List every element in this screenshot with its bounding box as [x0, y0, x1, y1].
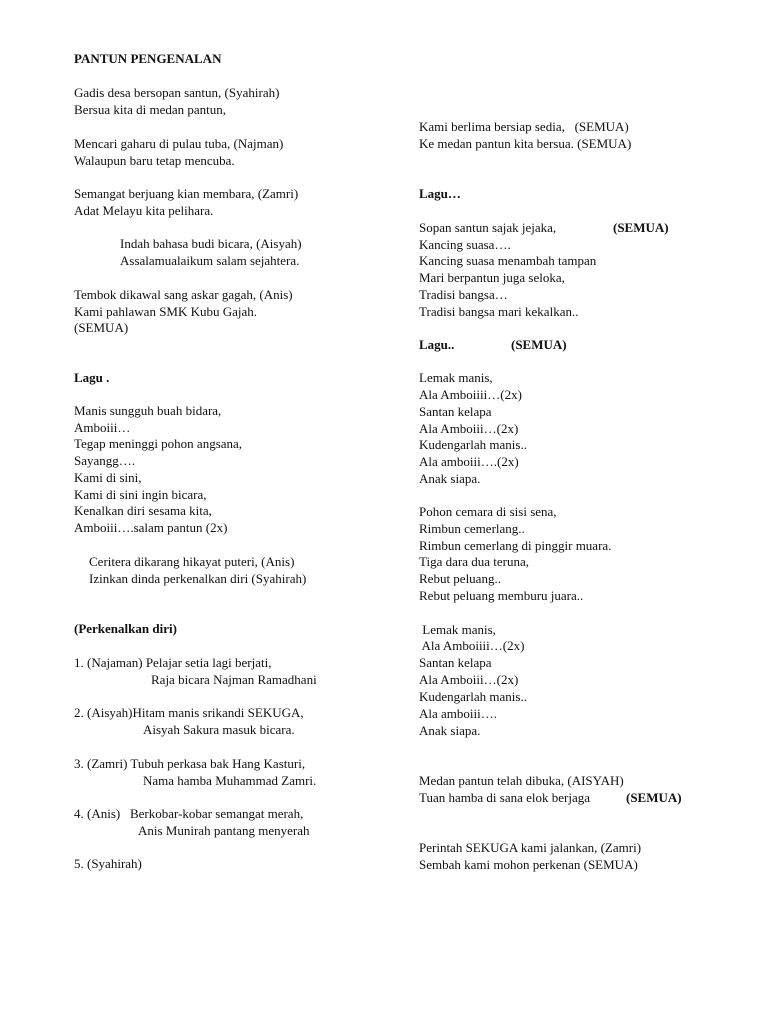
left-line	[74, 186, 298, 203]
line-text: Rimbun cemerlang di pinggir muara.	[419, 538, 612, 553]
line-text: Lemak manis,	[419, 622, 496, 637]
line-text: Ala Amboiiii…(2x)	[419, 638, 525, 653]
line-text: Ala amboiii….(2x)	[419, 454, 519, 469]
right-line	[419, 237, 511, 254]
right-line	[419, 186, 461, 203]
right-line	[419, 723, 480, 740]
line-text: Bersua kita di medan pantun,	[74, 102, 226, 117]
left-line	[74, 370, 109, 387]
line-text: Rimbun cemerlang..	[419, 521, 525, 536]
line-text: Rebut peluang memburu juara..	[419, 588, 584, 603]
line-text: Kami pahlawan SMK Kubu Gajah.	[74, 304, 258, 319]
left-line	[74, 153, 235, 170]
line-text: Tuan hamba di sana elok berjaga	[419, 790, 594, 805]
right-line	[419, 857, 638, 874]
line-text: Amboiii…	[74, 420, 131, 435]
left-line	[74, 705, 304, 722]
left-line	[74, 470, 142, 487]
right-line	[419, 504, 557, 521]
right-line	[419, 136, 631, 153]
line-text: Santan kelapa	[419, 655, 492, 670]
line-text: 1. (Najaman) Pelajar setia lagi berjati,	[74, 655, 272, 670]
right-line	[419, 521, 525, 538]
line-text: Kami di sini,	[74, 470, 142, 485]
line-text: Tembok dikawal sang askar gagah, (Anis)	[74, 287, 293, 302]
left-line	[74, 436, 242, 453]
left-line	[74, 621, 177, 638]
left-line	[74, 304, 257, 321]
right-line	[419, 270, 565, 287]
line-text: Izinkan dinda perkenalkan diri (Syahirah)	[89, 571, 307, 586]
right-line	[419, 790, 682, 807]
line-text: Kenalkan diri sesama kita,	[74, 503, 212, 518]
right-line	[419, 672, 518, 689]
right-line	[419, 706, 497, 723]
left-line	[74, 51, 221, 68]
left-line	[74, 856, 142, 873]
line-text: Kancing suasa….	[419, 237, 511, 252]
line-text: Rebut peluang..	[419, 571, 501, 586]
line-text: (Perkenalkan diri)	[74, 621, 177, 636]
right-line	[419, 304, 578, 321]
line-text: Anak siapa.	[419, 723, 481, 738]
right-line	[419, 437, 527, 454]
left-line	[89, 571, 306, 588]
line-text: Ala Amboiii…(2x)	[419, 672, 519, 687]
right-line	[419, 554, 529, 571]
left-line	[74, 520, 227, 537]
line-text: Tradisi bangsa mari kekalkan..	[419, 304, 579, 319]
left-line	[74, 136, 283, 153]
right-line	[419, 404, 492, 421]
left-line	[74, 806, 303, 823]
line-text: Indah bahasa budi bicara, (Aisyah)	[120, 236, 302, 251]
left-line	[74, 85, 279, 102]
line-text: Aisyah Sakura masuk bicara.	[143, 722, 295, 737]
right-line	[419, 387, 522, 404]
right-line	[419, 588, 583, 605]
right-line	[419, 638, 524, 655]
line-text: Sopan santun sajak jejaka,	[419, 220, 557, 235]
line-text: Gadis desa bersopan santun, (Syahirah)	[74, 85, 280, 100]
line-text: Ke medan pantun kita bersua. (SEMUA)	[419, 136, 632, 151]
left-line	[143, 773, 316, 790]
line-text: Pohon cemara di sisi sena,	[419, 504, 557, 519]
right-line	[419, 287, 508, 304]
line-text: Manis sungguh buah bidara,	[74, 403, 222, 418]
left-line	[74, 487, 207, 504]
line-text: Kudengarlah manis..	[419, 437, 527, 452]
line-text: Ala amboiii….	[419, 706, 497, 721]
line-text: Kami berlima bersiap sedia, (SEMUA)	[419, 119, 629, 134]
line-text: Ala Amboiii…(2x)	[419, 421, 519, 436]
left-line	[74, 403, 221, 420]
right-line	[419, 253, 596, 270]
left-line	[74, 655, 271, 672]
line-text: Sayangg….	[74, 453, 136, 468]
left-line	[74, 102, 226, 119]
line-text: Anis Munirah pantang menyerah	[138, 823, 310, 838]
right-line	[419, 454, 519, 471]
line-text: Mencari gaharu di pulau tuba, (Najman)	[74, 136, 284, 151]
line-text: Tegap meninggi pohon angsana,	[74, 436, 243, 451]
left-line	[120, 236, 302, 253]
line-text: Tradisi bangsa…	[419, 287, 508, 302]
line-text: Amboiii….salam pantun (2x)	[74, 520, 228, 535]
line-text: 2. (Aisyah)Hitam manis srikandi SEKUGA,	[74, 705, 304, 720]
line-text: Medan pantun telah dibuka, (AISYAH)	[419, 773, 624, 788]
left-line	[138, 823, 309, 840]
line-text: Perintah SEKUGA kami jalankan, (Zamri)	[419, 840, 642, 855]
line-text: Lagu…	[419, 186, 461, 201]
line-text: Adat Melayu kita pelihara.	[74, 203, 214, 218]
right-line	[419, 689, 527, 706]
line-text: Anak siapa.	[419, 471, 481, 486]
line-text: Mari berpantun juga seloka,	[419, 270, 565, 285]
line-text: Semangat berjuang kian membara, (Zamri)	[74, 186, 299, 201]
left-line	[74, 503, 212, 520]
line-text: Lagu..	[419, 337, 455, 352]
left-line	[74, 420, 130, 437]
line-text: Ceritera dikarang hikayat puteri, (Anis)	[89, 554, 295, 569]
line-text: Raja bicara Najman Ramadhani	[151, 672, 317, 687]
left-line	[89, 554, 294, 571]
semua-tag: (SEMUA)	[511, 337, 567, 352]
right-line	[419, 119, 629, 136]
line-text: 5. (Syahirah)	[74, 856, 142, 871]
line-text: Walaupun baru tetap mencuba.	[74, 153, 235, 168]
right-line	[419, 538, 611, 555]
line-text: (SEMUA)	[74, 320, 129, 335]
line-text: Nama hamba Muhammad Zamri.	[143, 773, 317, 788]
line-text: Lagu .	[74, 370, 110, 385]
left-line	[151, 672, 317, 689]
left-line	[74, 203, 213, 220]
right-line	[419, 622, 496, 639]
line-text: Kancing suasa menambah tampan	[419, 253, 597, 268]
right-line	[419, 220, 669, 237]
line-text: Assalamualaikum salam sejahtera.	[120, 253, 300, 268]
right-line	[419, 421, 518, 438]
right-line	[419, 571, 501, 588]
line-text: Sembah kami mohon perkenan (SEMUA)	[419, 857, 638, 872]
line-text: Kami di sini ingin bicara,	[74, 487, 207, 502]
right-line	[419, 840, 641, 857]
line-text: Santan kelapa	[419, 404, 492, 419]
line-text: 4. (Anis) Berkobar-kobar semangat merah,	[74, 806, 304, 821]
right-line	[419, 471, 480, 488]
line-text: Tiga dara dua teruna,	[419, 554, 529, 569]
left-line	[74, 287, 293, 304]
line-text: Lemak manis,	[419, 370, 493, 385]
left-line	[120, 253, 299, 270]
right-line	[419, 370, 493, 387]
left-line	[143, 722, 295, 739]
line-text: Kudengarlah manis..	[419, 689, 527, 704]
left-line	[74, 453, 135, 470]
semua-tag: (SEMUA)	[626, 790, 682, 805]
right-line	[419, 773, 624, 790]
line-text: Ala Amboiiii…(2x)	[419, 387, 522, 402]
right-line	[419, 655, 492, 672]
semua-tag: (SEMUA)	[613, 220, 669, 235]
line-text: 3. (Zamri) Tubuh perkasa bak Hang Kasturi,	[74, 756, 306, 771]
left-line	[74, 756, 305, 773]
right-line	[419, 337, 567, 354]
line-text: PANTUN PENGENALAN	[74, 51, 222, 66]
left-line	[74, 320, 128, 337]
